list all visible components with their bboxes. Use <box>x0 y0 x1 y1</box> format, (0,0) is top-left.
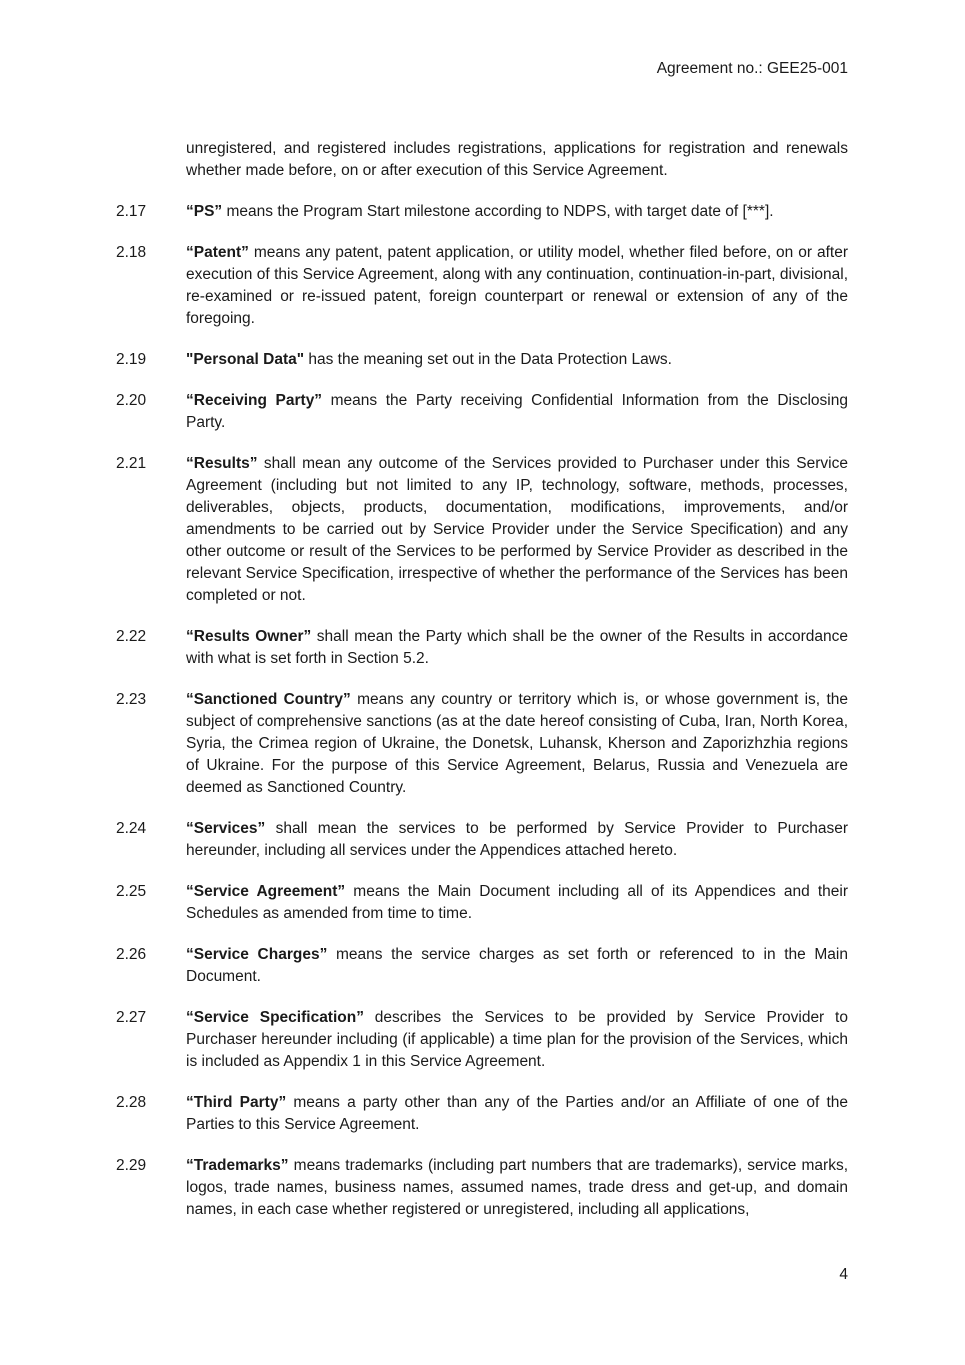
clause-number: 2.27 <box>116 1009 147 1026</box>
defined-term: “Results Owner” <box>186 628 312 645</box>
clause-body <box>186 881 848 925</box>
definition-text: has the meaning set out in the Data Protection Laws. <box>304 351 672 368</box>
definition-text: describes the Services to be provided by Service Provider to Purchaser hereunder including (if applicable) a time plan for the provision of the Services, which is included as Appendix 1 in this Service Agreement. <box>186 1009 848 1070</box>
clause-body <box>186 390 848 434</box>
clause-2-18 <box>0 242 965 330</box>
clause-number: 2.25 <box>116 883 147 900</box>
clause-body <box>186 1007 848 1073</box>
clause-body <box>186 626 848 670</box>
defined-term: “Third Party” <box>186 1094 287 1111</box>
clause-number: 2.19 <box>116 351 147 368</box>
clause-number: 2.20 <box>116 392 147 409</box>
clause-body <box>186 242 848 330</box>
clause-2-24 <box>0 818 965 862</box>
definition-text: shall mean the Party which shall be the owner of the Results in accordance with what is set forth in Section 5.2. <box>186 628 849 667</box>
defined-term: "Personal Data" <box>186 351 305 368</box>
definition-text: means any patent, patent application, or utility model, whether filed before, on or after execution of this Service Agreement, along with any continuation, continuation-in-part, divisional, re-examined or re-issued patent, foreign counterpart or renewal or extension of any of the foregoing. <box>186 244 848 327</box>
defined-term: “Service Charges” <box>186 946 328 963</box>
clause-number: 2.22 <box>116 628 147 645</box>
clause-2-25 <box>0 881 965 925</box>
clause-2-21 <box>0 453 965 607</box>
definition-text: means a party other than any of the Parties and/or an Affiliate of one of the Parties to this Service Agreement. <box>186 1094 848 1133</box>
clause-2-17 <box>0 201 965 223</box>
defined-term: “Services” <box>186 820 266 837</box>
clause-2-20 <box>0 390 965 434</box>
clause-number: 2.26 <box>116 946 147 963</box>
continuation-paragraph: unregistered, and registered includes registrations, applications for registration and renewals whether made before, on or after execution of this Service Agreement. <box>186 140 848 179</box>
clause-2-28 <box>0 1092 965 1136</box>
defined-term: “PS” <box>186 203 223 220</box>
defined-term: “Receiving Party” <box>186 392 323 409</box>
clause-body <box>186 689 848 799</box>
clause-number: 2.18 <box>116 244 147 261</box>
clause-number: 2.24 <box>116 820 147 837</box>
definition-text: means any country or territory which is, or whose government is, the subject of comprehensive sanctions (as at the date hereof consisting of Cuba, Iran, North Korea, Syria, the Crimea region of Ukraine, the Donetsk, Luhansk, Kherson and Zaporizhzhia regions of Ukraine. For the purpose of this Service Agreement, Belarus, Russia and Venezuela are deemed as Sanctioned Country. <box>186 691 848 796</box>
defined-term: “Service Agreement” <box>186 883 346 900</box>
clause-2-29 <box>0 1155 965 1221</box>
clause-2-27 <box>0 1007 965 1073</box>
definition-text: means the Program Start milestone according to NDPS, with target date of [***]. <box>222 203 774 220</box>
agreement-reference: Agreement no.: GEE25-001 <box>656 60 848 77</box>
clause-body <box>186 201 848 223</box>
clause-2-23 <box>0 689 965 799</box>
page-number: 4 <box>839 1266 848 1283</box>
clause-body <box>186 1092 848 1136</box>
defined-term: “Sanctioned Country” <box>186 691 351 708</box>
clause-body <box>186 944 848 988</box>
clause-number: 2.29 <box>116 1157 147 1174</box>
definition-text: shall mean the services to be performed by Service Provider to Purchaser hereunder, including all services under the Appendices attached hereto. <box>186 820 848 859</box>
defined-term: “Results” <box>186 455 258 472</box>
clause-body <box>186 1155 848 1221</box>
clause-2-22 <box>0 626 965 670</box>
clause-list <box>0 201 965 1221</box>
clause-2-19 <box>0 349 965 371</box>
definition-text: means the service charges as set forth or referenced to in the Main Document. <box>186 946 848 985</box>
clause-number: 2.17 <box>116 203 147 220</box>
clause-number: 2.21 <box>116 455 147 472</box>
defined-term: “Patent” <box>186 244 249 261</box>
clause-number: 2.28 <box>116 1094 147 1111</box>
clause-body <box>186 349 848 371</box>
document-body <box>0 138 965 1240</box>
definition-text: means trademarks (including part numbers that are trademarks), service marks, logos, trade names, business names, assumed names, trade dress and get-up, and domain names, in each case whether registered or unregistered, including all applications, <box>186 1157 848 1218</box>
clause-body <box>186 453 848 607</box>
definition-text: means the Main Document including all of its Appendices and their Schedules as amended from time to time. <box>186 883 848 922</box>
definition-text: means the Party receiving Confidential Information from the Disclosing Party. <box>186 392 848 431</box>
clause-number: 2.23 <box>116 691 147 708</box>
definition-text: shall mean any outcome of the Services provided to Purchaser under this Service Agreement (including but not limited to any IP, technology, software, methods, processes, deliverables, objects, products, documentation, modifications, improvements, and/or amendments to be carried out by Service Provider under the Service Specification) and any other outcome or result of the Services to be performed by Service Provider as described in the relevant Service Specification, irrespective of whether the performance of the Services has been completed or not. <box>186 455 848 604</box>
clause-2-26 <box>0 944 965 988</box>
defined-term: “Trademarks” <box>186 1157 289 1174</box>
defined-term: “Service Specification” <box>186 1009 364 1026</box>
clause-body <box>186 818 848 862</box>
